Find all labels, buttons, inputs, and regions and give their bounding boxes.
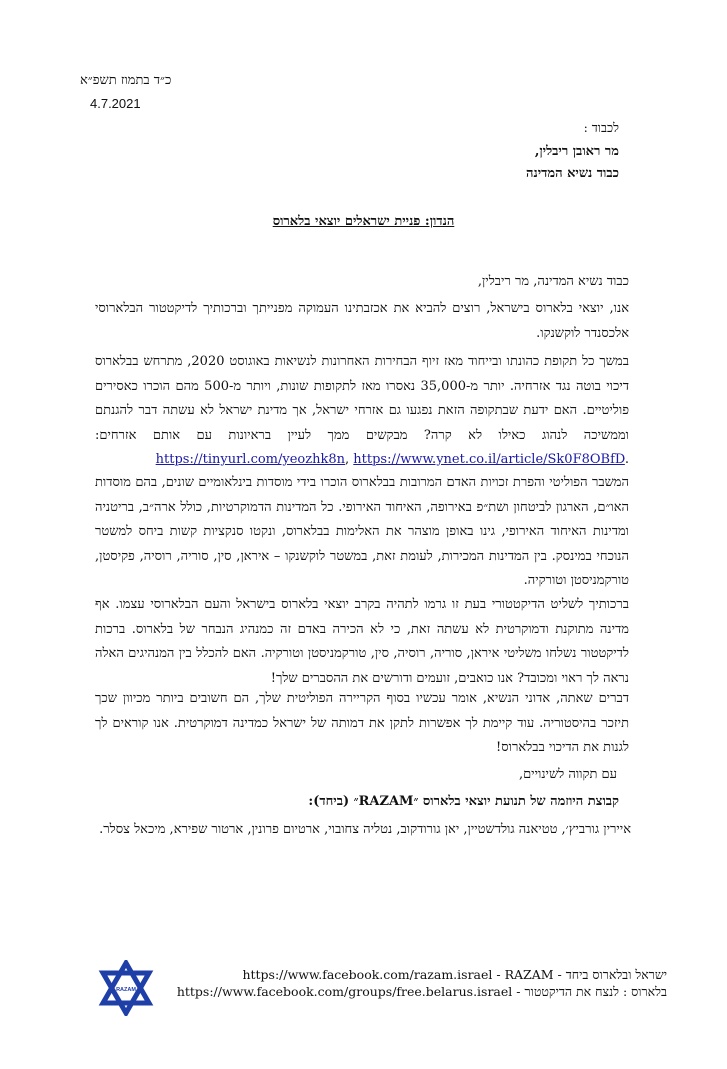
paragraph-2 <box>95 350 629 473</box>
footer-url-1[interactable]: https://www.facebook.com/razam.israel <box>242 967 493 982</box>
footer-line-2 <box>177 983 667 1000</box>
footer-url-2[interactable]: https://www.facebook.com/groups/free.belarus.israel <box>176 984 513 999</box>
footer-line-1: https://www.facebook.com/razam.israel - ישראל ובלארוס ביחד - RAZAM <box>242 967 667 982</box>
greeting: כבוד נשיא המדינה, מר ריבלין, <box>477 274 629 289</box>
interview-link-2[interactable]: https://www.ynet.co.il/article/Sk0F8OBfD <box>353 452 625 467</box>
signature-names: איירין גורביץ׳, טטיאנה גולדשטיין, יאן גורודקוב, נטליה צחובוי, ארטיום פרונין, ארטור שפירא, מיכאל צסלר. <box>99 822 631 837</box>
paragraph-1: אנו, יוצאי בלארוס בישראל, רוצים להביא את אכזבתינו העמוקה מפנייתך וברכותיך לדיקטטור הבלארוסי אלכסנדר לוקשנקו. <box>95 301 629 341</box>
star-of-david-logo-icon <box>98 960 154 1016</box>
logo-text: RAZAM <box>116 987 136 993</box>
paragraph-4: ברכותיך לשליט הדיקטטורי בעת זו גרמו לתהיה בקרב יוצאי בלארוס בישראל והעם הבלארוסי עצמו. אף מדינה מתוקנת ודמוקרטית לא עשתה זאת, כי לא הכירה באדם זה כמנהיג הנבחר של בלארוס. ברכות לדיקטטור נשלחו משליטי איראן, סוריה, רוסיה, סין, טורקמניסטן וטורקיה. האם להכלל בין המנהיגים האלה נראה לך ראוי ומכובד? אנו כואבים, זועמים ודורשים את ההסברים שלך! <box>95 597 629 686</box>
footer-label-2: בלארוס : לנצח את הדיקטטור - <box>516 984 667 999</box>
gregorian-date: 4.7.2021 <box>90 96 141 111</box>
closing-line: עם תקווה לשינויים, <box>518 767 617 782</box>
interview-link-1[interactable]: https://tinyurl.com/yeozhk8n <box>155 452 345 467</box>
footer <box>177 966 667 1000</box>
signature-group: קבוצת היוזמה של תנועת יוצאי בלארוס ״RAZAM״ (ביחד): <box>308 794 619 809</box>
paragraph-2-text: במשך כל תקופת כהונתו ובייחוד מאז זיוף הבחירות האחרונות לנשיאות באוגוסט 2020, מתרחש בבלארוס דיכוי בוטה נגד אזרחיה. יותר מ-35,000 נאסרו מאז לתקופות שונות, ויותר מ-500 מהם הוכרו כאסירים פוליטיים. האם ידעת שבתקופה הזאת נפגעו גם אזרחי ישראל, אך מדינת ישראל לא עשתה דבר להגנתם וממשיכה לנהוג כאילו לא קרה? מבקשים ממך לעיין בראיונות עם אותם אזרחים: <box>95 354 629 443</box>
link-end: . <box>624 452 629 467</box>
interview-links <box>156 452 629 467</box>
link-separator: , <box>345 452 354 467</box>
recipient-name: מר ראובן ריבלין, <box>534 144 619 159</box>
paragraph-5: דברים שאתה, אדוני הנשיא, אומר עכשיו בסוף הקריירה הפוליטית שלך, הם חשובים ביותר מכיוון שכך תיזכר בהיסטוריה. עוד קיימת לך אפשרות לתקן את דמותה של ישראל כמדינה דמוקרטית. אנו קוראים לך לגנות את הדיכוי בבלארוס! <box>95 691 629 755</box>
recipient-label: לכבוד : <box>583 120 619 135</box>
recipient-title: כבוד נשיא המדינה <box>526 166 619 181</box>
hebrew-date: כ״ד בתמוז תשפ״א <box>80 73 172 88</box>
paragraph-3: המשבר הפוליטי והפרת זכויות האדם המרובות בבלארוס הוכרו בידי מוסדות בינלאומיים שונים, בהם מוסדות האו״ם, הארגון לביטחון ושת״פ באירופה, האיחוד האירופי. כל המדינות הדמוקרטיות, כולל ארה״ב, בריטניה ומדינות האיחוד האירופי, גינו באופן מוצהר את האלימות בבלארוס, ונקטו סנקציות קשות ביחס למשטר הנוכחי במינסק. בין המדינות המכירות, לעומת זאת, במשטר לוקשנקו – איראן, סין, סוריה, רוסיה, פקיסטן, טורקמניסטן וטורקיה. <box>95 475 629 588</box>
footer-label-1: ישראל ובלארוס ביחד - RAZAM <box>504 967 667 982</box>
letter-subject: הנדון: פניית ישראלים יוצאי בלארוס <box>272 214 455 229</box>
